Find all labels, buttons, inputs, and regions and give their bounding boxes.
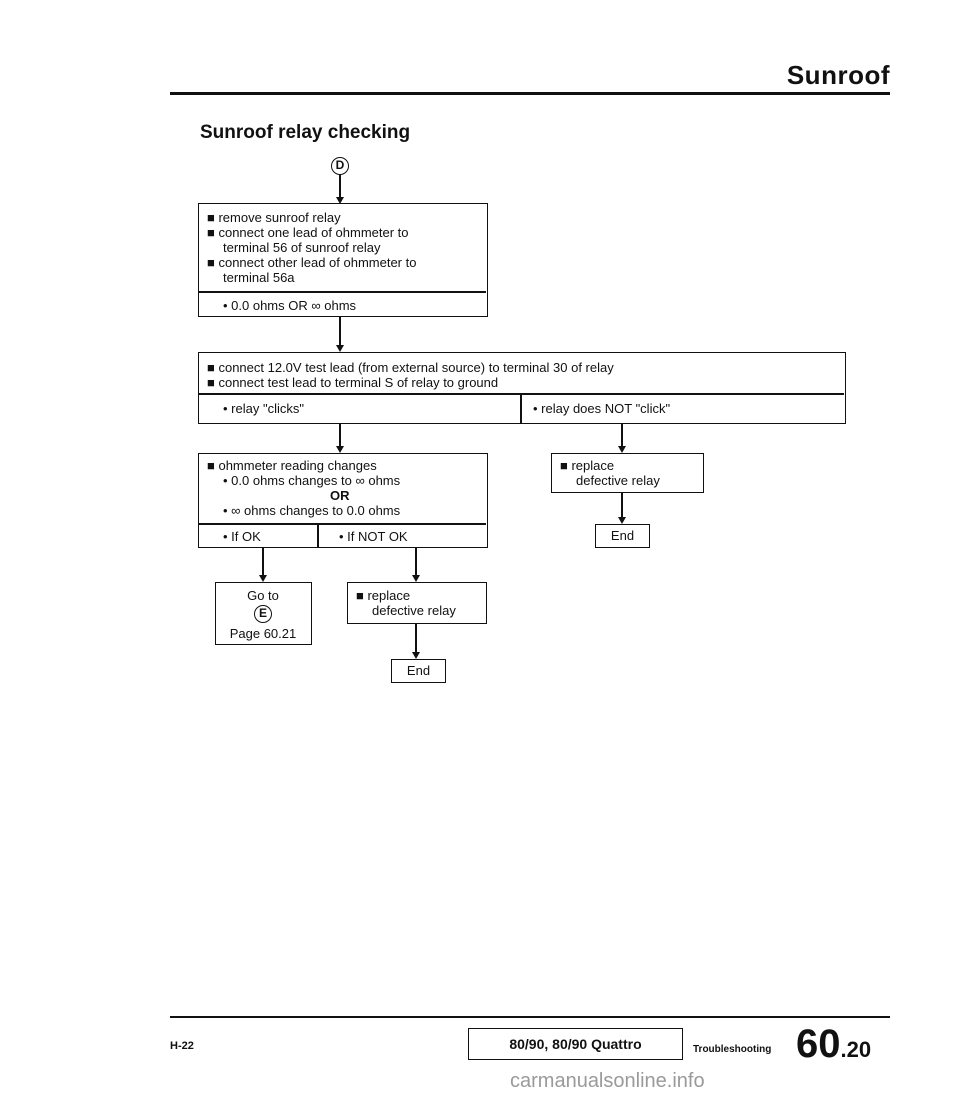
step-box-replace-relay-left: [347, 582, 487, 624]
step-text: • ∞ ohms changes to 0.0 ohms: [223, 503, 401, 518]
step-text: ■ replace: [560, 458, 615, 473]
footer-page-code: H-22: [170, 1040, 194, 1052]
step-text: ■ connect 12.0V test lead (from external source) to terminal 30 of relay: [207, 360, 614, 375]
page-number-main: 60: [796, 1022, 841, 1066]
arrow-head: [412, 652, 420, 659]
divider: [199, 393, 844, 395]
result-ok: • If OK: [223, 529, 261, 544]
step-box-ohmmeter-reading: [198, 453, 488, 548]
footer-section: Troubleshooting: [693, 1044, 772, 1055]
connector: [415, 624, 417, 654]
divider: [520, 393, 522, 423]
end-box-right: End: [595, 524, 650, 548]
header-rule: [170, 92, 890, 95]
step-box-remove-relay: [198, 203, 488, 317]
step-text: ■ connect test lead to terminal S of relay to ground: [207, 375, 499, 390]
connector: [339, 317, 341, 347]
step-box-replace-relay-right: [551, 453, 704, 493]
connector: [621, 424, 623, 448]
page-number-sub: .20: [840, 1037, 872, 1062]
arrow-head: [259, 575, 267, 582]
result-not-ok: • If NOT OK: [339, 529, 408, 544]
step-text: defective relay: [576, 473, 660, 488]
footer-model-box: 80/90, 80/90 Quattro: [468, 1028, 683, 1060]
step-text: ■ replace: [356, 588, 411, 603]
connector: [415, 548, 417, 577]
start-marker: D: [331, 157, 349, 175]
arrow-head: [412, 575, 420, 582]
step-text: ■ ohmmeter reading changes: [207, 458, 377, 473]
connector: [339, 424, 341, 448]
connector: [339, 175, 341, 199]
step-text: ■ connect one lead of ohmmeter to: [207, 225, 409, 240]
connector: [262, 548, 264, 577]
arrow-head: [336, 345, 344, 352]
goto-box: [215, 582, 312, 645]
end-box-left: End: [391, 659, 446, 683]
arrow-head: [618, 517, 626, 524]
result-relay-no-click: • relay does NOT "click": [533, 401, 671, 416]
step-text: ■ remove sunroof relay: [207, 210, 341, 225]
arrow-head: [618, 446, 626, 453]
section-title: Sunroof relay checking: [200, 122, 411, 143]
connector: [621, 493, 623, 519]
result-relay-clicks: • relay "clicks": [223, 401, 304, 416]
step-text: terminal 56 of sunroof relay: [223, 240, 381, 255]
watermark: carmanualsonline.info: [510, 1070, 705, 1092]
page-number: [796, 1022, 871, 1067]
result-text: • 0.0 ohms OR ∞ ohms: [223, 298, 357, 313]
or-text: OR: [330, 488, 350, 503]
arrow-head: [336, 446, 344, 453]
step-text: defective relay: [372, 603, 456, 618]
step-text: ■ connect other lead of ohmmeter to: [207, 255, 417, 270]
step-text: • 0.0 ohms changes to ∞ ohms: [223, 473, 401, 488]
goto-marker: E: [254, 605, 272, 623]
divider: [199, 523, 486, 525]
page-header-title: Sunroof: [786, 60, 890, 90]
step-text: terminal 56a: [223, 270, 295, 285]
divider: [317, 523, 319, 547]
goto-page: Page 60.21: [229, 626, 297, 641]
goto-text: Go to: [247, 588, 279, 603]
step-box-test-lead: [198, 352, 846, 424]
divider: [199, 291, 486, 293]
footer-rule: [170, 1016, 890, 1018]
